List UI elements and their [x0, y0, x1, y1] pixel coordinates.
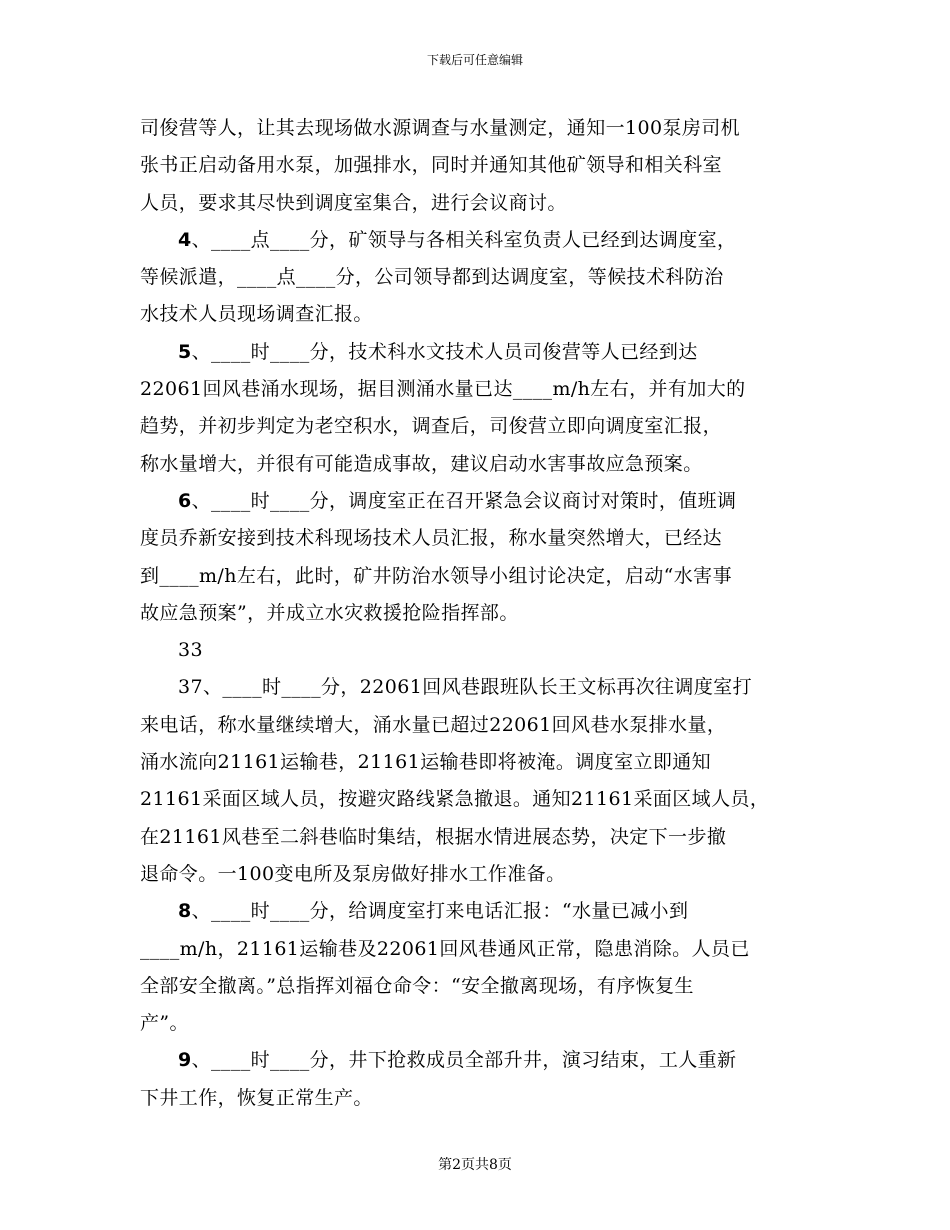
text-line — [140, 856, 816, 893]
text-line — [140, 334, 816, 371]
line-text: 来电话，称水量继续增大，涌水量已超过22061回风巷水泵排水量， — [140, 713, 727, 736]
text-line — [140, 1042, 816, 1079]
line-text: 司俊营等人，让其去现场做水源调查与水量测定，通知一100泵房司机 — [140, 117, 741, 139]
text-line — [140, 408, 816, 445]
text-line — [140, 185, 816, 222]
line-text: 张书正启动备用水泵，加强排水，同时并通知其他矿领导和相关科室 — [140, 154, 723, 177]
text-line — [140, 110, 816, 147]
text-line — [140, 893, 816, 930]
text-line — [140, 558, 816, 595]
line-text: 、____时____分，调度室正在召开紧急会议商讨对策时，值班调 — [191, 489, 737, 512]
line-text: 、____时____分，技术科水文技术人员司俊营等人已经到达 — [191, 340, 698, 363]
line-text: 故应急预案”，并成立水灾救援抢险指挥部。 — [140, 601, 519, 624]
text-line — [140, 483, 816, 520]
line-text: 33 — [178, 639, 203, 662]
text-line — [140, 707, 816, 744]
line-text: 退命令。一100变电所及泵房做好排水工作准备。 — [140, 862, 566, 885]
text-line — [140, 296, 816, 333]
text-line — [140, 744, 816, 781]
text-line — [140, 520, 816, 557]
line-text: 水技术人员现场调查汇报。 — [140, 303, 373, 326]
item-number: 9 — [178, 1049, 192, 1072]
line-text: 产”。 — [140, 1012, 189, 1035]
line-text: 全部安全撤离。”总指挥刘福仓命令：“安全撤离现场，有序恢复生 — [140, 974, 694, 997]
page-header: 下载后可任意编辑 — [426, 53, 523, 67]
text-line — [140, 222, 816, 259]
line-text: ____m/h，21161运输巷及22061回风巷通风正常，隐患消除。人员已 — [140, 937, 750, 960]
line-text: 下井工作，恢复正常生产。 — [140, 1086, 373, 1109]
text-line — [140, 595, 816, 632]
line-text: 、____时____分，井下抢救成员全部升井，演习结束，工人重新 — [191, 1049, 737, 1072]
line-text: 、____时____分，给调度室打来电话汇报：“水量已减小到 — [191, 900, 689, 923]
text-line — [140, 632, 816, 669]
text-line — [140, 147, 816, 184]
item-number: 4 — [178, 228, 192, 251]
document-body — [140, 110, 816, 1117]
text-line — [140, 1080, 816, 1117]
page-footer: 第2页共8页 — [438, 1157, 512, 1173]
item-number: 5 — [178, 340, 192, 363]
line-text: 、____点____分，矿领导与各相关科室负责人已经到达调度室， — [191, 228, 737, 251]
line-text: 22061回风巷涌水现场，据目测涌水量已达____m/h左右，并有加大的 — [140, 378, 746, 401]
line-text: 人员，要求其尽快到调度室集合，进行会议商讨。 — [140, 191, 567, 214]
item-number: 6 — [178, 489, 192, 512]
line-text: 趋势，并初步判定为老空积水，调查后，司俊营立即向调度室汇报， — [140, 415, 723, 438]
line-text: 等候派遣，____点____分，公司领导都到达调度室，等候技术科防治 — [140, 266, 724, 289]
line-text: 37、____时____分，22061回风巷跟班队长王文标再次往调度室打 — [178, 676, 753, 699]
text-line — [140, 259, 816, 296]
line-text: 21161采面区域人员，按避灾路线紧急撤退。通知21161采面区域人员， — [140, 788, 770, 811]
text-line — [140, 781, 816, 818]
text-line — [140, 931, 816, 968]
item-number: 8 — [178, 900, 192, 923]
text-line — [140, 1005, 816, 1042]
text-line — [140, 968, 816, 1005]
line-text: 在21161风巷至二斜巷临时集结，根据水情进展态势，决定下一步撤 — [140, 825, 727, 848]
text-line — [140, 446, 816, 483]
line-text: 称水量增大，并很有可能造成事故，建议启动水害事故应急预案。 — [140, 452, 703, 475]
line-text: 到____m/h左右，此时，矿井防治水领导小组讨论决定，启动“水害事 — [140, 564, 732, 587]
line-text: 度员乔新安接到技术科现场技术人员汇报，称水量突然增大，已经达 — [140, 527, 723, 550]
text-line — [140, 371, 816, 408]
text-line — [140, 669, 816, 706]
text-line — [140, 819, 816, 856]
line-text: 涌水流向21161运输巷，21161运输巷即将被淹。调度室立即通知 — [140, 751, 712, 774]
